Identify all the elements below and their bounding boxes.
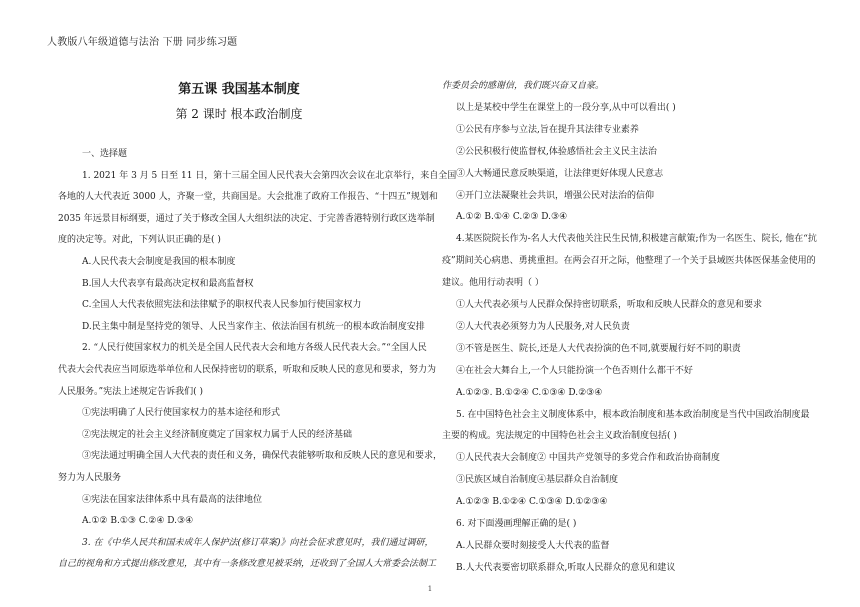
right-text-line: 疫”期间关心病患、勇挑重担。在两会召开之际，他整理了一个关于县域医共体医保基金使用的 xyxy=(442,256,816,267)
lesson-subtitle: 第 2 课时 根本政治制度 xyxy=(175,107,303,121)
left-text-line: 各地的人大代表近 3000 人，齐聚一堂，共商国是。大会批准了政府工作报告、“十四五”规划和 xyxy=(58,192,438,203)
left-text-line: ①宪法明确了人民行使国家权力的基本途径和形式 xyxy=(82,408,281,419)
left-text-line: 2035 年远景目标纲要，通过了关于修改全国人大组织法的决定、于完善香港特别行政区选举制 xyxy=(58,213,435,224)
left-text-line: A.①② B.①③ C.②④ D.③④ xyxy=(82,516,194,527)
left-text-line: D.民主集中制是坚持党的领导、人民当家作主、依法治国有机统一的根本政治制度安排 xyxy=(82,321,425,332)
right-text-line: ③不管是医生、院长,还是人大代表扮演的色不同,就要履行好不同的职责 xyxy=(456,343,741,354)
right-text-line: A.人民群众要时刻接受人大代表的监督 xyxy=(456,540,610,551)
left-text-line: 人民服务。”宪法上述规定告诉我们( ) xyxy=(58,386,203,397)
right-text-line: ②人大代表必须努力为人民服务,对人民负责 xyxy=(456,321,630,332)
right-text-line: A.①②③ B.①②④ C.①③④ D.①②③④ xyxy=(456,497,608,508)
right-text-line: ④在社会大舞台上,一个人只能扮演一个色否则什么都干不好 xyxy=(456,365,693,376)
right-text-line: 建议。他用行动表明（ ） xyxy=(442,278,544,289)
left-text-line: ②宪法规定的社会主义经济制度奠定了国家权力属于人民的经济基础 xyxy=(82,429,353,440)
lesson-title: 第五课 我国基本制度 xyxy=(178,82,300,97)
right-text-line: 以上是某校中学生在课堂上的一段分享,从中可以看出( ) xyxy=(456,102,676,113)
right-text-line: ③民族区域自治制度④基层群众自治制度 xyxy=(456,475,619,486)
right-text-line: ④开门立法凝聚社会共识，增强公民对法治的信仰 xyxy=(456,190,655,201)
right-text-line: ①人大代表必须与人民群众保持密切联系，听取和反映人民群众的意见和要求 xyxy=(456,300,763,310)
right-text-line: 主要的构成。宪法规定的中国特色社会主义政治制度包括( ) xyxy=(442,431,677,442)
page-header: 人教版八年级道德与法治 下册 同步练习题 xyxy=(47,37,238,48)
left-text-line: 努力为人民服务 xyxy=(58,473,122,483)
left-text-line: 代表大会代表应当同原选举单位和人民保持密切的联系，听取和反映人民的意见和要求，努力为 xyxy=(58,365,437,375)
left-text-line: 3. 在《中华人民共和国未成年人保护法(修订草案)》向社会征求意见时，我们通过调研， xyxy=(82,537,434,548)
left-text-line: A.人民代表大会制度是我国的根本制度 xyxy=(82,257,236,267)
right-text-line: ①公民有序参与立法,旨在提升其法律专业素养 xyxy=(456,124,639,135)
page-number: 1 xyxy=(427,585,433,593)
left-text-line: 自己的视角和方式提出修改意见，其中有一条修改意见被采纳，还收到了全国人大常委会法制工 xyxy=(58,559,437,570)
left-text-line: 度的决定等。对此，下列认识正确的是( ) xyxy=(58,235,221,246)
left-text-line: ④宪法在国家法律体系中具有最高的法律地位 xyxy=(82,494,263,505)
right-text-line: 5. 在中国特色社会主义制度体系中，根本政治制度和基本政治制度是当代中国政治制度最 xyxy=(456,409,810,420)
left-text-line: 1. 2021 年 3 月 5 日至 11 日，第十三届全国人民代表大会第四次会议在北京举行，来自全国 xyxy=(82,170,457,181)
right-text-line: 6. 对下面漫画理解正确的是( ) xyxy=(456,519,577,529)
left-text-line: 2. “人民行使国家权力的机关是全国人民代表大会和地方各级人民代表大会。”“全国人民 xyxy=(82,343,427,354)
right-text-line: 作委员会的感谢信，我们既兴奋又自豪。 xyxy=(442,81,605,91)
right-text-line: 4.某医院院长作为-名人大代表他关注民生民情,积极建言献策;作为一名医生、院长, 他在“抗 xyxy=(456,234,817,245)
left-text-line: 一、选择题 xyxy=(82,149,128,159)
left-text-line: B.国人大代表享有最高决定权和最高监督权 xyxy=(82,278,254,289)
left-text-line: C.全国人大代表依照宪法和法律赋予的职权代表人民参加行使国家权力 xyxy=(82,300,362,311)
right-text-line: ②公民积极行使监督权,体验感悟社会主义民主法治 xyxy=(456,146,657,157)
right-text-line: A.①② B.①④ C.②③ D.③④ xyxy=(456,212,568,223)
right-text-line: A.①②③. B.①②④ C.①③④ D.②③④ xyxy=(456,387,603,398)
right-text-line: ③人大畅通民意反映渠道，让法律更好体现人民意志 xyxy=(456,168,664,179)
left-text-line: ③宪法通过明确全国人大代表的责任和义务，确保代表能够听取和反映人民的意见和要求， xyxy=(82,451,443,462)
right-text-line: ①人民代表大会制度② 中国共产党领导的多党合作和政治协商制度 xyxy=(456,453,720,464)
right-text-line: B.人大代表要密切联系群众,听取人民群众的意见和建议 xyxy=(456,562,676,573)
